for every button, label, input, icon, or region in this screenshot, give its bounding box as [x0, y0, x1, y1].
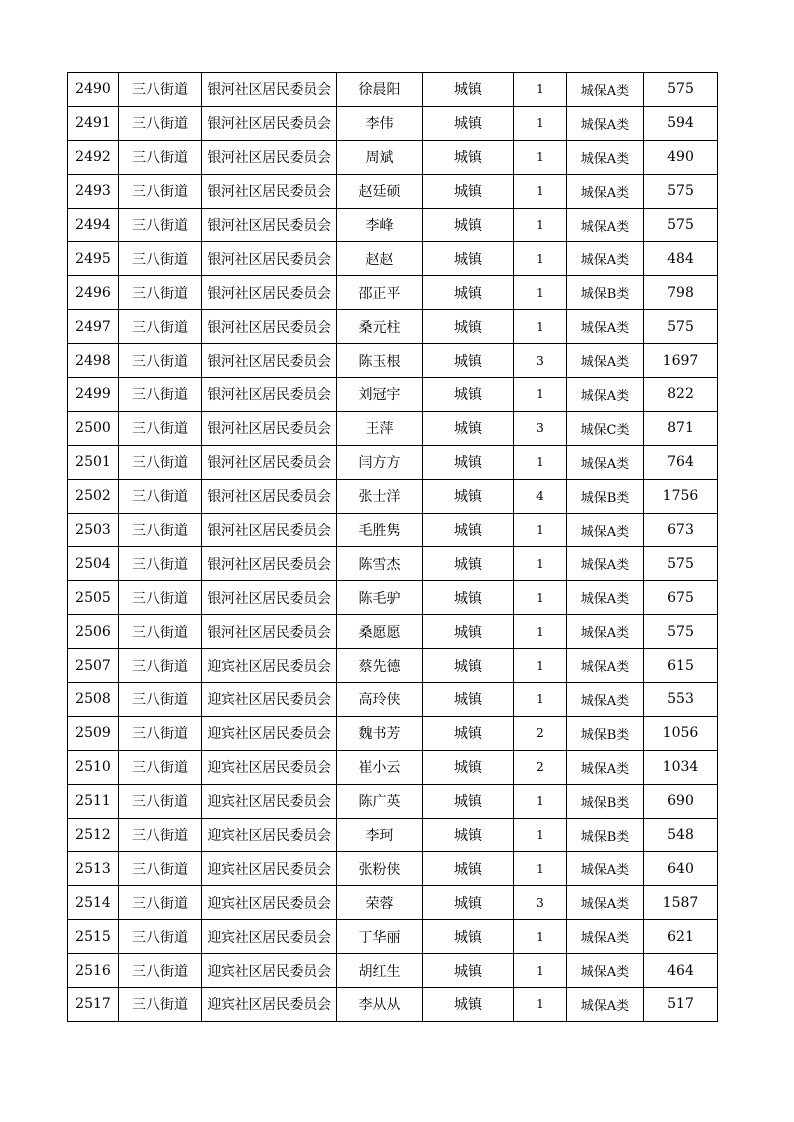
person-name-cell: 陈玉根	[337, 344, 423, 378]
street-name-cell: 三八街道	[119, 479, 202, 513]
table-row	[68, 784, 718, 818]
household-count-cell: 1	[514, 73, 567, 107]
community-name-cell: 银河社区居民委员会	[202, 547, 337, 581]
household-count-cell: 1	[514, 547, 567, 581]
table-row	[68, 411, 718, 445]
person-name-cell: 李峰	[337, 208, 423, 242]
table-row	[68, 988, 718, 1022]
household-count-cell: 3	[514, 411, 567, 445]
residence-type-cell: 城镇	[423, 886, 514, 920]
table-row	[68, 683, 718, 717]
street-name-cell: 三八街道	[119, 208, 202, 242]
person-name-cell: 李珂	[337, 818, 423, 852]
street-name-cell: 三八街道	[119, 649, 202, 683]
household-count-cell: 1	[514, 106, 567, 140]
record-number-cell: 2500	[68, 411, 119, 445]
street-name-cell: 三八街道	[119, 411, 202, 445]
person-name-cell: 毛胜隽	[337, 513, 423, 547]
community-name-cell: 迎宾社区居民委员会	[202, 683, 337, 717]
amount-cell: 594	[644, 106, 718, 140]
insurance-category-cell: 城保A类	[567, 378, 644, 412]
amount-cell: 1697	[644, 344, 718, 378]
table-row	[68, 750, 718, 784]
record-number-cell: 2491	[68, 106, 119, 140]
community-name-cell: 银河社区居民委员会	[202, 378, 337, 412]
street-name-cell: 三八街道	[119, 818, 202, 852]
record-number-cell: 2507	[68, 649, 119, 683]
person-name-cell: 魏书芳	[337, 716, 423, 750]
person-name-cell: 李从从	[337, 988, 423, 1022]
household-count-cell: 1	[514, 683, 567, 717]
street-name-cell: 三八街道	[119, 106, 202, 140]
insurance-category-cell: 城保A类	[567, 920, 644, 954]
record-number-cell: 2511	[68, 784, 119, 818]
residence-type-cell: 城镇	[423, 174, 514, 208]
record-number-cell: 2490	[68, 73, 119, 107]
community-name-cell: 银河社区居民委员会	[202, 581, 337, 615]
community-name-cell: 迎宾社区居民委员会	[202, 920, 337, 954]
insurance-category-cell: 城保B类	[567, 276, 644, 310]
insurance-category-cell: 城保A类	[567, 344, 644, 378]
community-name-cell: 迎宾社区居民委员会	[202, 649, 337, 683]
person-name-cell: 荣蓉	[337, 886, 423, 920]
household-count-cell: 1	[514, 445, 567, 479]
table-row	[68, 344, 718, 378]
table-row	[68, 547, 718, 581]
insurance-category-cell: 城保A类	[567, 649, 644, 683]
residence-type-cell: 城镇	[423, 242, 514, 276]
insurance-category-cell: 城保A类	[567, 445, 644, 479]
amount-cell: 673	[644, 513, 718, 547]
household-count-cell: 2	[514, 716, 567, 750]
record-number-cell: 2499	[68, 378, 119, 412]
residence-type-cell: 城镇	[423, 716, 514, 750]
table-row	[68, 106, 718, 140]
insurance-category-cell: 城保A类	[567, 310, 644, 344]
records-table	[67, 72, 718, 1022]
household-count-cell: 1	[514, 920, 567, 954]
record-number-cell: 2502	[68, 479, 119, 513]
household-count-cell: 1	[514, 310, 567, 344]
household-count-cell: 4	[514, 479, 567, 513]
table-row	[68, 581, 718, 615]
amount-cell: 484	[644, 242, 718, 276]
amount-cell: 575	[644, 174, 718, 208]
insurance-category-cell: 城保A类	[567, 174, 644, 208]
street-name-cell: 三八街道	[119, 378, 202, 412]
residence-type-cell: 城镇	[423, 547, 514, 581]
table-row	[68, 276, 718, 310]
community-name-cell: 银河社区居民委员会	[202, 208, 337, 242]
household-count-cell: 1	[514, 988, 567, 1022]
table-row	[68, 378, 718, 412]
household-count-cell: 1	[514, 174, 567, 208]
street-name-cell: 三八街道	[119, 988, 202, 1022]
insurance-category-cell: 城保A类	[567, 208, 644, 242]
residence-type-cell: 城镇	[423, 581, 514, 615]
person-name-cell: 闫方方	[337, 445, 423, 479]
street-name-cell: 三八街道	[119, 581, 202, 615]
records-body	[68, 73, 718, 1022]
community-name-cell: 迎宾社区居民委员会	[202, 886, 337, 920]
residence-type-cell: 城镇	[423, 920, 514, 954]
amount-cell: 575	[644, 208, 718, 242]
community-name-cell: 迎宾社区居民委员会	[202, 784, 337, 818]
street-name-cell: 三八街道	[119, 242, 202, 276]
community-name-cell: 迎宾社区居民委员会	[202, 716, 337, 750]
street-name-cell: 三八街道	[119, 683, 202, 717]
insurance-category-cell: 城保B类	[567, 818, 644, 852]
amount-cell: 517	[644, 988, 718, 1022]
insurance-category-cell: 城保A类	[567, 615, 644, 649]
residence-type-cell: 城镇	[423, 445, 514, 479]
person-name-cell: 刘冠宇	[337, 378, 423, 412]
table-row	[68, 73, 718, 107]
street-name-cell: 三八街道	[119, 344, 202, 378]
residence-type-cell: 城镇	[423, 988, 514, 1022]
residence-type-cell: 城镇	[423, 73, 514, 107]
household-count-cell: 1	[514, 378, 567, 412]
community-name-cell: 迎宾社区居民委员会	[202, 954, 337, 988]
household-count-cell: 1	[514, 513, 567, 547]
household-count-cell: 1	[514, 242, 567, 276]
community-name-cell: 银河社区居民委员会	[202, 479, 337, 513]
table-row	[68, 140, 718, 174]
community-name-cell: 银河社区居民委员会	[202, 242, 337, 276]
amount-cell: 1587	[644, 886, 718, 920]
residence-type-cell: 城镇	[423, 106, 514, 140]
record-number-cell: 2514	[68, 886, 119, 920]
community-name-cell: 银河社区居民委员会	[202, 276, 337, 310]
person-name-cell: 桑元柱	[337, 310, 423, 344]
street-name-cell: 三八街道	[119, 784, 202, 818]
household-count-cell: 1	[514, 276, 567, 310]
table-row	[68, 649, 718, 683]
table-row	[68, 513, 718, 547]
record-number-cell: 2496	[68, 276, 119, 310]
amount-cell: 548	[644, 818, 718, 852]
record-number-cell: 2506	[68, 615, 119, 649]
insurance-category-cell: 城保A类	[567, 106, 644, 140]
amount-cell: 640	[644, 852, 718, 886]
insurance-category-cell: 城保A类	[567, 750, 644, 784]
insurance-category-cell: 城保A类	[567, 988, 644, 1022]
residence-type-cell: 城镇	[423, 310, 514, 344]
community-name-cell: 银河社区居民委员会	[202, 174, 337, 208]
record-number-cell: 2493	[68, 174, 119, 208]
household-count-cell: 1	[514, 954, 567, 988]
record-number-cell: 2512	[68, 818, 119, 852]
insurance-category-cell: 城保A类	[567, 140, 644, 174]
residence-type-cell: 城镇	[423, 411, 514, 445]
amount-cell: 690	[644, 784, 718, 818]
amount-cell: 621	[644, 920, 718, 954]
street-name-cell: 三八街道	[119, 445, 202, 479]
insurance-category-cell: 城保A类	[567, 73, 644, 107]
street-name-cell: 三八街道	[119, 310, 202, 344]
person-name-cell: 李伟	[337, 106, 423, 140]
person-name-cell: 张士洋	[337, 479, 423, 513]
amount-cell: 764	[644, 445, 718, 479]
record-number-cell: 2503	[68, 513, 119, 547]
amount-cell: 490	[644, 140, 718, 174]
residence-type-cell: 城镇	[423, 750, 514, 784]
person-name-cell: 邵正平	[337, 276, 423, 310]
person-name-cell: 胡红生	[337, 954, 423, 988]
record-number-cell: 2494	[68, 208, 119, 242]
record-number-cell: 2509	[68, 716, 119, 750]
household-count-cell: 2	[514, 750, 567, 784]
insurance-category-cell: 城保B类	[567, 716, 644, 750]
residence-type-cell: 城镇	[423, 683, 514, 717]
table-row	[68, 310, 718, 344]
household-count-cell: 1	[514, 818, 567, 852]
table-row	[68, 716, 718, 750]
amount-cell: 575	[644, 310, 718, 344]
community-name-cell: 银河社区居民委员会	[202, 445, 337, 479]
insurance-category-cell: 城保A类	[567, 886, 644, 920]
community-name-cell: 银河社区居民委员会	[202, 513, 337, 547]
amount-cell: 798	[644, 276, 718, 310]
record-number-cell: 2517	[68, 988, 119, 1022]
household-count-cell: 1	[514, 208, 567, 242]
insurance-category-cell: 城保A类	[567, 683, 644, 717]
street-name-cell: 三八街道	[119, 920, 202, 954]
residence-type-cell: 城镇	[423, 818, 514, 852]
household-count-cell: 3	[514, 344, 567, 378]
table-row	[68, 445, 718, 479]
community-name-cell: 银河社区居民委员会	[202, 310, 337, 344]
person-name-cell: 王萍	[337, 411, 423, 445]
residence-type-cell: 城镇	[423, 513, 514, 547]
amount-cell: 553	[644, 683, 718, 717]
household-count-cell: 1	[514, 615, 567, 649]
insurance-category-cell: 城保A类	[567, 954, 644, 988]
table-row	[68, 174, 718, 208]
record-number-cell: 2510	[68, 750, 119, 784]
street-name-cell: 三八街道	[119, 615, 202, 649]
household-count-cell: 1	[514, 784, 567, 818]
record-number-cell: 2505	[68, 581, 119, 615]
person-name-cell: 桑愿愿	[337, 615, 423, 649]
community-name-cell: 迎宾社区居民委员会	[202, 988, 337, 1022]
person-name-cell: 丁华丽	[337, 920, 423, 954]
record-number-cell: 2495	[68, 242, 119, 276]
street-name-cell: 三八街道	[119, 886, 202, 920]
person-name-cell: 陈毛驴	[337, 581, 423, 615]
insurance-category-cell: 城保B类	[567, 784, 644, 818]
community-name-cell: 迎宾社区居民委员会	[202, 852, 337, 886]
community-name-cell: 银河社区居民委员会	[202, 140, 337, 174]
table-row	[68, 920, 718, 954]
table-row	[68, 852, 718, 886]
insurance-category-cell: 城保A类	[567, 547, 644, 581]
insurance-category-cell: 城保A类	[567, 513, 644, 547]
street-name-cell: 三八街道	[119, 513, 202, 547]
community-name-cell: 迎宾社区居民委员会	[202, 818, 337, 852]
residence-type-cell: 城镇	[423, 378, 514, 412]
household-count-cell: 1	[514, 581, 567, 615]
table-row	[68, 242, 718, 276]
residence-type-cell: 城镇	[423, 615, 514, 649]
person-name-cell: 蔡先德	[337, 649, 423, 683]
residence-type-cell: 城镇	[423, 344, 514, 378]
record-number-cell: 2515	[68, 920, 119, 954]
record-number-cell: 2513	[68, 852, 119, 886]
street-name-cell: 三八街道	[119, 716, 202, 750]
residence-type-cell: 城镇	[423, 208, 514, 242]
amount-cell: 575	[644, 615, 718, 649]
community-name-cell: 银河社区居民委员会	[202, 344, 337, 378]
amount-cell: 464	[644, 954, 718, 988]
table-row	[68, 615, 718, 649]
record-number-cell: 2516	[68, 954, 119, 988]
amount-cell: 615	[644, 649, 718, 683]
person-name-cell: 赵赵	[337, 242, 423, 276]
household-count-cell: 1	[514, 649, 567, 683]
person-name-cell: 陈雪杰	[337, 547, 423, 581]
street-name-cell: 三八街道	[119, 174, 202, 208]
community-name-cell: 银河社区居民委员会	[202, 106, 337, 140]
table-row	[68, 208, 718, 242]
community-name-cell: 银河社区居民委员会	[202, 411, 337, 445]
record-number-cell: 2504	[68, 547, 119, 581]
street-name-cell: 三八街道	[119, 140, 202, 174]
residence-type-cell: 城镇	[423, 140, 514, 174]
household-count-cell: 3	[514, 886, 567, 920]
person-name-cell: 周斌	[337, 140, 423, 174]
amount-cell: 822	[644, 378, 718, 412]
record-number-cell: 2492	[68, 140, 119, 174]
record-number-cell: 2508	[68, 683, 119, 717]
street-name-cell: 三八街道	[119, 276, 202, 310]
person-name-cell: 陈广英	[337, 784, 423, 818]
insurance-category-cell: 城保A类	[567, 852, 644, 886]
amount-cell: 575	[644, 73, 718, 107]
street-name-cell: 三八街道	[119, 954, 202, 988]
person-name-cell: 张粉侠	[337, 852, 423, 886]
table-row	[68, 886, 718, 920]
amount-cell: 675	[644, 581, 718, 615]
amount-cell: 1056	[644, 716, 718, 750]
table-row	[68, 818, 718, 852]
amount-cell: 575	[644, 547, 718, 581]
person-name-cell: 赵廷硕	[337, 174, 423, 208]
community-name-cell: 迎宾社区居民委员会	[202, 750, 337, 784]
community-name-cell: 银河社区居民委员会	[202, 73, 337, 107]
street-name-cell: 三八街道	[119, 547, 202, 581]
household-count-cell: 1	[514, 140, 567, 174]
community-name-cell: 银河社区居民委员会	[202, 615, 337, 649]
insurance-category-cell: 城保A类	[567, 581, 644, 615]
record-number-cell: 2501	[68, 445, 119, 479]
record-number-cell: 2497	[68, 310, 119, 344]
insurance-category-cell: 城保B类	[567, 479, 644, 513]
person-name-cell: 崔小云	[337, 750, 423, 784]
residence-type-cell: 城镇	[423, 479, 514, 513]
household-count-cell: 1	[514, 852, 567, 886]
amount-cell: 1756	[644, 479, 718, 513]
amount-cell: 871	[644, 411, 718, 445]
residence-type-cell: 城镇	[423, 649, 514, 683]
person-name-cell: 高玲侠	[337, 683, 423, 717]
insurance-category-cell: 城保C类	[567, 411, 644, 445]
record-number-cell: 2498	[68, 344, 119, 378]
insurance-category-cell: 城保A类	[567, 242, 644, 276]
street-name-cell: 三八街道	[119, 73, 202, 107]
residence-type-cell: 城镇	[423, 954, 514, 988]
residence-type-cell: 城镇	[423, 852, 514, 886]
table-row	[68, 479, 718, 513]
amount-cell: 1034	[644, 750, 718, 784]
residence-type-cell: 城镇	[423, 784, 514, 818]
table-row	[68, 954, 718, 988]
person-name-cell: 徐晨阳	[337, 73, 423, 107]
residence-type-cell: 城镇	[423, 276, 514, 310]
street-name-cell: 三八街道	[119, 750, 202, 784]
street-name-cell: 三八街道	[119, 852, 202, 886]
